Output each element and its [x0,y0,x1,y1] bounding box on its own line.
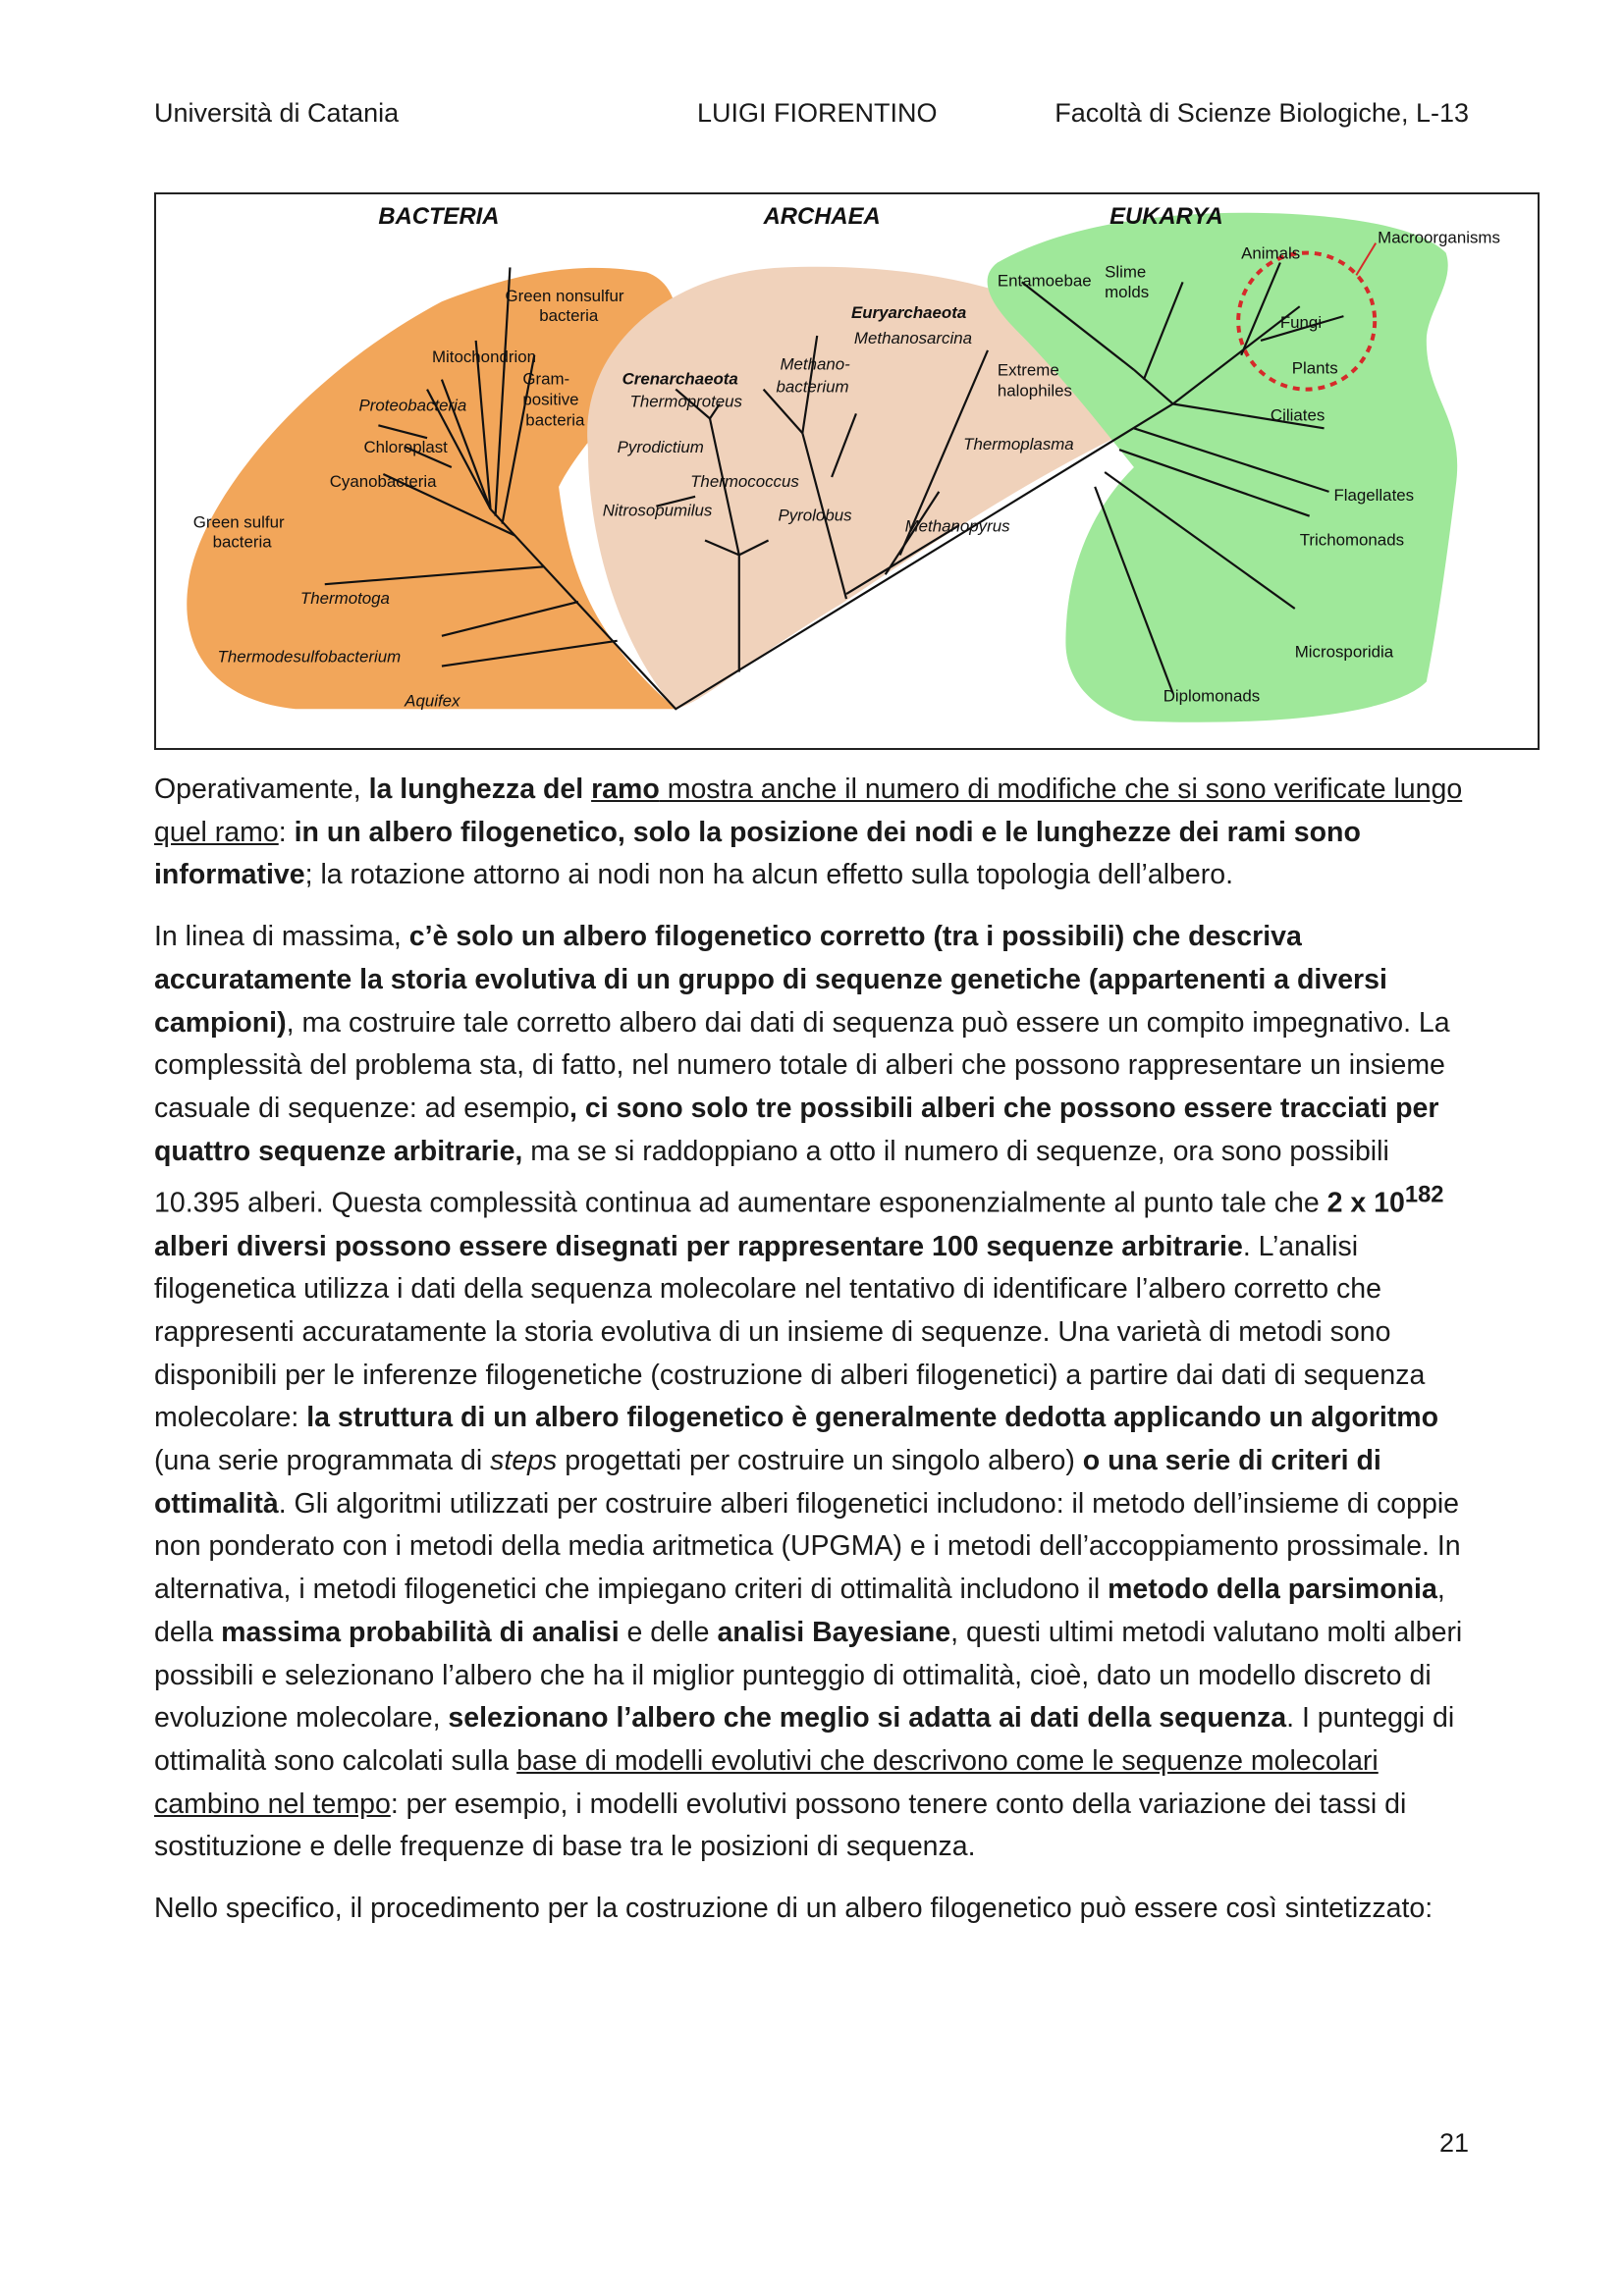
label-slime-molds-2: molds [1105,283,1150,302]
label-gram-positive-3: bacteria [525,410,585,430]
label-extreme-halophiles-2: halophiles [997,381,1072,400]
p2-bold-g: alberi diversi possono essere disegnati per rappresentare 100 sequenze arbitrarie [154,1230,1243,1262]
p2-bold-u: selezionano l’albero che meglio si adatta ai dati della sequenza [448,1702,1287,1735]
page-number: 21 [1438,2128,1469,2158]
p2-text-e: ma se si raddoppiano a otto il numero di sequenze, ora sono possibili 10.395 alberi. Questa complessità continua ad aumentare esponenzialmente al punto tale che [154,1135,1389,1219]
p2-bold-d: , ci sono solo tre possibili alberi che possono essere tracciati per quattro sequenze arbitrarie, [154,1092,1439,1167]
p2-italic-k: steps [490,1445,558,1477]
p2-text-a: In linea di massima, [154,921,409,953]
p2-underline-w: base di modelli evolutivi che descrivono come le sequenze molecolari cambino nel tempo [154,1744,1379,1820]
label-entamoebae: Entamoebae [997,271,1092,291]
label-cyanobacteria: Cyanobacteria [329,471,437,491]
label-chloroplast: Chloroplast [363,438,448,457]
label-methanosarcina: Methanosarcina [853,328,973,347]
label-macroorganisms: Macroorganisms [1378,228,1500,247]
paragraph-1 [154,769,1470,897]
label-pyrodictium: Pyrodictium [617,438,704,457]
p2-text-n: . Gli algoritmi utilizzati per costruire alberi filogenetici includono: il metodo dell’insieme di coppie non ponderato con i metodi della media aritmetica (UPGMA) e i metodi dell’accoppiamento prossimale. In alternativa, i metodi filogenetici che impiegano criteri di ottimalità includono il [154,1487,1461,1606]
domain-archaea: ARCHAEA [763,202,881,230]
label-thermoplasma: Thermoplasma [963,435,1074,454]
p1-underline-d: mostra anche il numero di modifiche che si sono verificate lungo quel ramo [154,774,1463,848]
p2-text-v: . I punteggi di ottimalità sono calcolati sulla [154,1702,1455,1777]
p2-text-t: , questi ultimi metodi valutano molti alberi possibili e selezionano l’albero che ha il miglior punteggio di ottimalità, cioè, dato un modello discreto di evoluzione molecolare, [154,1616,1463,1735]
label-trichomonads: Trichomonads [1299,530,1405,550]
label-microsporidia: Microsporidia [1294,642,1394,662]
header-faculty: Facoltà di Scienze Biologiche, L-13 [1055,98,1469,128]
p1-text-a: Operativamente, [154,774,369,805]
label-methanopyrus: Methanopyrus [904,516,1010,536]
label-gram-positive: Gram- [522,369,570,389]
label-green-sulfur: Green sulfur [192,512,285,532]
label-diplomonads: Diplomonads [1163,686,1261,706]
p1-bold-f: in un albero filogenetico, solo la posizione dei nodi e le lunghezze dei rami sono informative [154,816,1361,891]
p2-bold-b: c’è solo un albero filogenetico corretto (tra i possibili) che descriva accuratamente la storia evolutiva di un gruppo di sequenze genetiche (appartenenti a diversi campioni) [154,921,1387,1039]
label-green-nonsulfur: Green nonsulfur [505,287,624,306]
p2-bold-i: la struttura di un albero filogenetico è generalmente dedotta applicando un algoritmo [306,1402,1439,1434]
p2-superscript: 182 [1404,1181,1444,1208]
body-text [154,769,1470,1949]
p1-text-g: ; la rotazione attorno ai nodi non ha alcun effetto sulla topologia dell’albero. [304,859,1234,891]
paragraph-2 [154,916,1470,1869]
label-nitrosopumilus: Nitrosopumilus [602,501,713,520]
header-author: LUIGI FIORENTINO [697,98,938,128]
p2-text-p: , della [154,1574,1445,1648]
label-gram-positive-2: positive [522,390,579,409]
label-ciliates: Ciliates [1270,405,1325,425]
domain-bacteria: BACTERIA [378,202,500,230]
header-university: Università di Catania [154,98,400,128]
label-slime-molds: Slime [1105,262,1147,282]
label-thermotoga: Thermotoga [299,589,390,609]
label-green-nonsulfur-2: bacteria [539,306,599,326]
label-thermococcus: Thermococcus [690,471,799,491]
p2-bold-o: metodo della parsimonia [1108,1574,1437,1606]
p2-text-c: , ma costruire tale corretto albero dai dati di sequenza può essere un compito impegnativo. La complessità del problema sta, di fatto, nel numero totale di alberi che possono rappresentare un insieme casuale di sequenze: ad esempio [154,1006,1450,1124]
label-plants: Plants [1291,358,1338,378]
label-green-sulfur-2: bacteria [212,532,272,552]
p2-bold-m: o una serie di criteri di ottimalità [154,1445,1381,1520]
label-mitochondrion: Mitochondrion [431,347,536,366]
tree-of-life-diagram [156,194,1538,748]
label-thermoproteus: Thermoproteus [629,392,743,411]
p2-text-r: e delle [619,1616,718,1648]
p2-bold-s: analisi Bayesiane [717,1616,951,1648]
label-fungi: Fungi [1279,313,1323,333]
p2-text-h: . L’analisi filogenetica utilizza i dati della sequenza molecolare nel tentativo di identificare l’albero corretto che rappresenti accuratamente la storia evolutiva di un insieme di sequenze. Una varietà di metodi sono disponibili per le inferenze filogenetiche (costruzione di alberi filogenetici) a partire dai dati di sequenza molecolare: [154,1230,1426,1434]
domain-eukarya: EUKARYA [1109,202,1223,230]
p2-text-j: (una serie programmata di [154,1445,491,1477]
label-aquifex: Aquifex [405,691,460,711]
label-animals: Animals [1241,243,1301,263]
label-methanobacterium: Methano- [780,354,850,374]
label-extreme-halophiles: Extreme [997,360,1059,380]
label-methanobacterium-2: bacterium [776,377,849,397]
label-thermodesulfobacterium: Thermodesulfobacterium [217,647,402,667]
p1-bold-underline-c: ramo [591,774,660,805]
p1-text-e: : [278,816,295,848]
paragraph-3: Nello specifico, il procedimento per la costruzione di un albero filogenetico può essere così sintetizzato: [154,1893,1434,1925]
label-flagellates: Flagellates [1333,485,1415,505]
page-header [154,98,1469,137]
p1-bold-b: la lunghezza del [368,774,592,805]
p2-text-l: progettati per costruire un singolo albero) [557,1445,1083,1477]
label-pyrolobus: Pyrolobus [778,506,852,525]
phylogenetic-tree-figure [154,192,1540,750]
label-proteobacteria: Proteobacteria [358,396,467,415]
p2-bold-q: massima probabilità di analisi [221,1616,620,1648]
p2-text-x: : per esempio, i modelli evolutivi possono tenere conto della variazione dei tassi di sostituzione e delle frequenze di base tra le posizioni di sequenza. [154,1788,1407,1863]
p2-bold-f: 2 x 10 [1326,1187,1405,1219]
label-crenarchaeota: Crenarchaeota [622,369,738,389]
label-euryarchaeota: Euryarchaeota [850,303,967,323]
